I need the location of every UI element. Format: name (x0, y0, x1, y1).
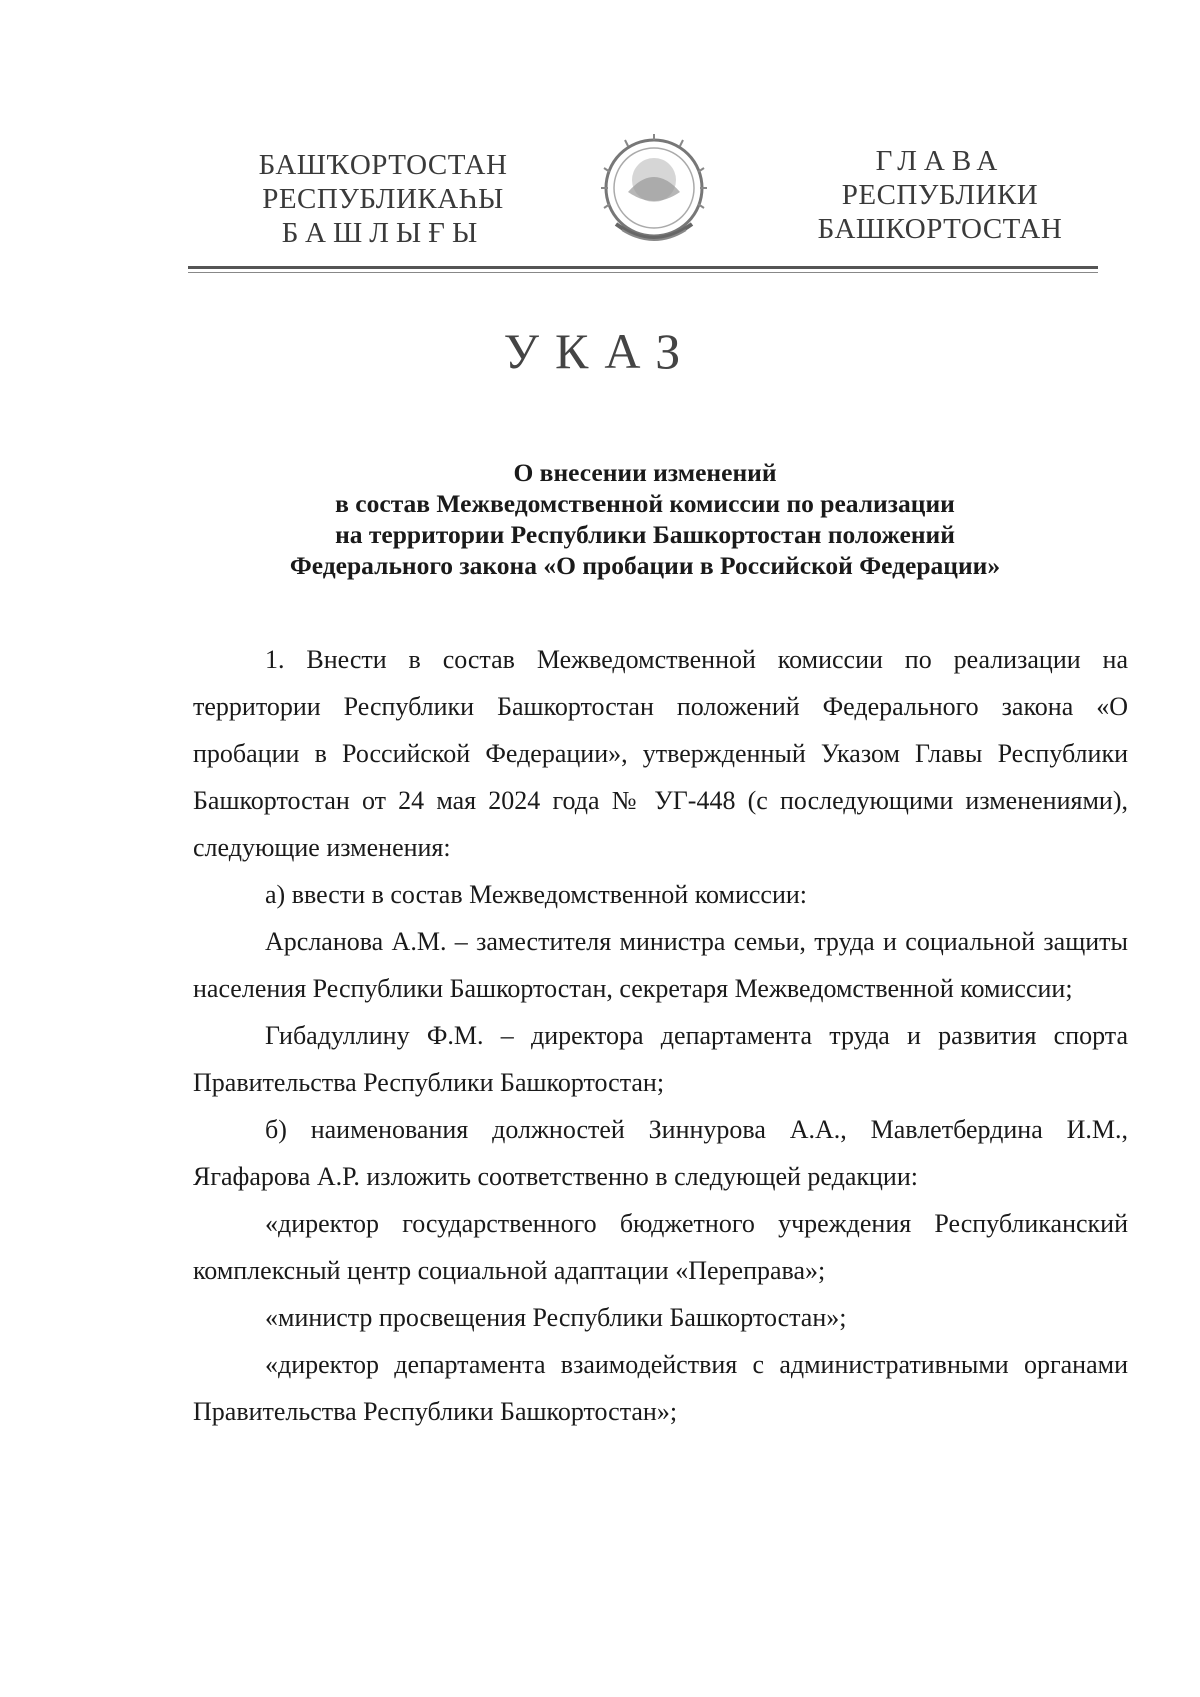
header-divider-thin (188, 272, 1098, 273)
paragraph-2: а) ввести в состав Межведомственной комиссии: (265, 880, 808, 909)
header-bashkir-title (238, 148, 528, 250)
paragraph-3: Арсланова А.М. – заместителя министра семьи, труда и социальной защиты населения Республики Башкортостан, секретаря Межведомственной комиссии; (193, 927, 1128, 1003)
title-line-1: О внесении изменений (513, 458, 777, 487)
header-right-line-1: ГЛАВА (875, 145, 1005, 177)
header-right-line-3: БАШКОРТОСТАН (817, 213, 1063, 245)
paragraph-5: б) наименования должностей Зиннурова А.А., Мавлетбердина И.М., Ягафарова А.Р. изложить соответственно в следующей редакции: (193, 1115, 1128, 1191)
header-left-line-2: РЕСПУБЛИКАҺЫ (262, 183, 504, 215)
header-right-line-2: РЕСПУБЛИКИ (841, 179, 1039, 211)
document-body (193, 636, 1128, 1435)
header-left-line-3: БАШЛЫҒЫ (281, 217, 485, 249)
document-title (190, 457, 1100, 581)
paragraph-7: «министр просвещения Республики Башкортостан»; (265, 1303, 847, 1332)
paragraph-8: «директор департамента взаимодействия с административными органами Правительства Республики Башкортостан»; (193, 1350, 1128, 1426)
coat-of-arms-emblem-icon (598, 132, 710, 256)
header-russian-title (790, 144, 1090, 246)
paragraph-4: Гибадуллину Ф.М. – директора департамента труда и развития спорта Правительства Республики Башкортостан; (193, 1021, 1128, 1097)
header-left-line-1: БАШҠОРТОСТАН (258, 149, 508, 181)
document-type-heading: УКАЗ (503, 323, 697, 379)
title-line-4: Федерального закона «О пробации в Российской Федерации» (289, 551, 1001, 580)
paragraph-6: «директор государственного бюджетного учреждения Республиканский комплексный центр социальной адаптации «Переправа»; (193, 1209, 1128, 1285)
title-line-3: на территории Республики Башкортостан положений (335, 520, 955, 549)
title-line-2: в состав Межведомственной комиссии по реализации (335, 489, 955, 518)
header-divider-thick (188, 266, 1098, 269)
paragraph-1: 1. Внести в состав Межведомственной комиссии по реализации на территории Республики Башкортостан положений Федерального закона «О пробации в Российской Федерации», утвержденный Указом Главы Республики Башкортостан от 24 мая 2024 года № УГ-448 (с последующими изменениями), следующие изменения: (193, 645, 1128, 862)
